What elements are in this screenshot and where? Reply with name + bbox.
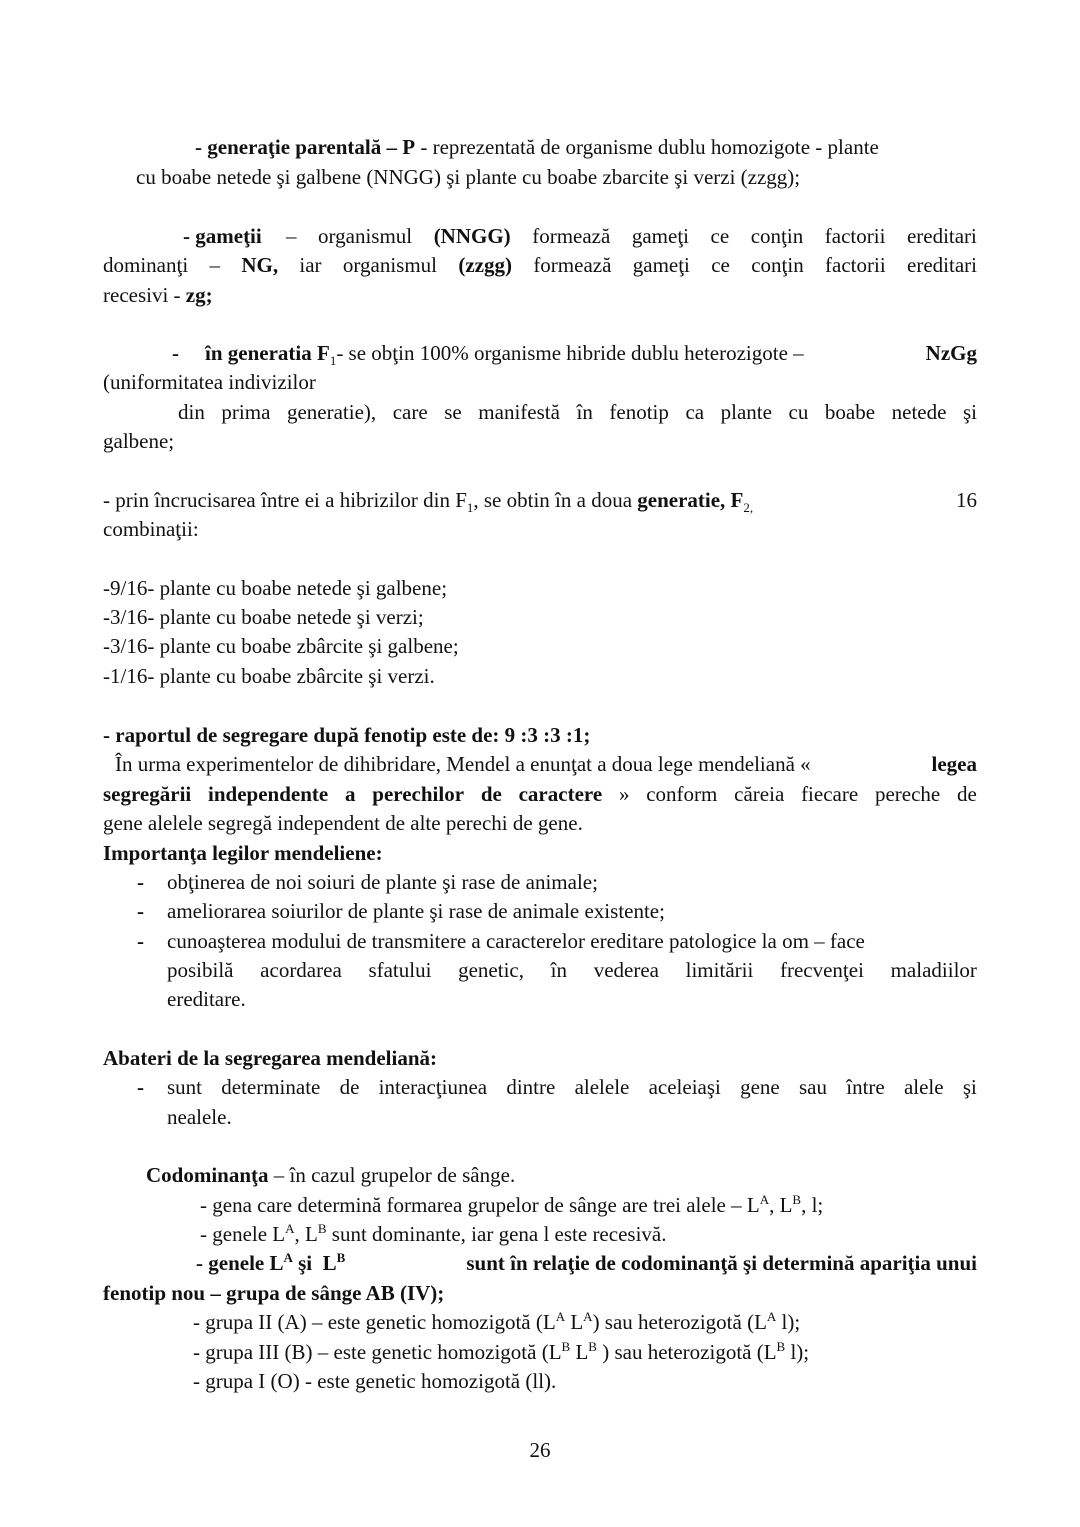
ratio-item: -9/16- plante cu boabe netede şi galbene;: [103, 576, 448, 600]
importance-item: obţinerea de noi soiuri de plante şi rase de animale;: [167, 870, 598, 894]
law-line-1: În urma experimentelor de dihibridare, Mendel a enunţat a doua lege mendeliană « legea: [115, 752, 977, 776]
bullet: -: [137, 929, 144, 953]
codominance-title: Codominanţa – în cazul grupelor de sânge.: [146, 1163, 516, 1187]
gametes-line-3: recesivi - zg;: [103, 283, 213, 307]
parental-term: generaţie parentală – P: [207, 135, 416, 159]
blood-group-ii: - grupa II (A) – este genetic homozigotă ($L^A$ $L^A$) sau heterozigotă ($L^A$ l);: [193, 1309, 801, 1334]
deviations-line-1: sunt determinate de interacţiunea dintre alelele aceleiaşi gene sau între alele şi: [167, 1075, 977, 1099]
gametes-lead: - gameţii: [183, 224, 262, 248]
blood-group-i: - grupa I (O) - este genetic homozigotă (ll).: [193, 1369, 557, 1393]
deviations-title: Abateri de la segregarea mendeliană:: [103, 1046, 438, 1070]
f2-line-1: - prin încrucisarea între ei a hibrizilor din $F_1$, se obtin în a doua generatie, $F_{2,}$ 16: [103, 488, 977, 516]
bullet: -: [137, 1075, 144, 1099]
bullet: -: [137, 870, 144, 894]
ratio-item: -1/16- plante cu boabe zbârcite şi verzi.: [103, 664, 435, 688]
ratio-item: -3/16- plante cu boabe zbârcite şi galbene;: [103, 634, 459, 658]
importance-item-3-line-3: ereditare.: [167, 987, 246, 1011]
importance-item: cunoaşterea modului de transmitere a caracterelor ereditare patologice la om – face: [167, 929, 865, 953]
importance-title: Importanţa legilor mendeliene:: [103, 841, 383, 865]
segregation-ratio: - raportul de segregare după fenotip este de: 9 :3 :3 :1;: [103, 723, 591, 747]
law-line-2: segregării independente a perechilor de caractere » conform căreia fiecare pereche de: [103, 782, 977, 806]
bullet: -: [137, 899, 144, 923]
codominance-line-2: - gena care determină formarea grupelor de sânge are trei alele – $L^A$, $L^B$, l;: [200, 1192, 824, 1217]
f1-line-4: galbene;: [103, 429, 175, 453]
parental-line-1: - generaţie parentală – P - reprezentată de organisme dublu homozigote - plante: [195, 135, 879, 159]
importance-item: ameliorarea soiurilor de plante şi rase de animale existente;: [167, 899, 665, 923]
f1-line-1: în generatia $F_1-$ se obţin 100% organisme hibride dublu heterozigote – NzGg: [205, 341, 977, 369]
f2-line-2: combinaţii:: [103, 517, 199, 541]
law-line-3: gene alelele segregă independent de alte perechi de gene.: [103, 811, 583, 835]
page-number: 26: [529, 1438, 551, 1462]
parental-line-2: cu boabe netede şi galbene (NNGG) şi plante cu boabe zbarcite şi verzi (zzgg);: [136, 165, 801, 189]
importance-item-3-line-2: posibilă acordarea sfatului genetic, în vederea limitării frecvenţei maladiilor: [167, 958, 977, 982]
f1-line-2: (uniformitatea indivizilor: [103, 370, 316, 394]
deviations-line-2: nealele.: [167, 1105, 232, 1129]
gametes-line-2: dominanţi – NG, iar organismul (zzgg) formează gameţi ce conţin factorii ereditari: [103, 253, 977, 277]
ratio-item: -3/16- plante cu boabe netede şi verzi;: [103, 605, 424, 629]
f1-dash: -: [172, 341, 179, 365]
codominance-line-5: fenotip nou – grupa de sânge AB (IV);: [103, 1281, 445, 1305]
codominance-line-4: - genele $L^A$ şi $L^B$ sunt în relaţie de codominanţă şi determină apariţia unui: [196, 1250, 977, 1275]
blood-group-iii: - grupa III (B) – este genetic homozigotă ($L^B$ $L^B$ ) sau heterozigotă ($L^B$ l);: [193, 1339, 810, 1364]
gametes-line-1: – organismul (NNGG) formează gameţi ce conţin factorii ereditari: [286, 224, 977, 248]
f1-line-3: din prima generatie), care se manifestă în fenotip ca plante cu boabe netede şi: [178, 400, 977, 424]
codominance-line-3: - genele $L^A$, $L^B$ sunt dominante, iar gena l este recesivă.: [200, 1221, 667, 1246]
